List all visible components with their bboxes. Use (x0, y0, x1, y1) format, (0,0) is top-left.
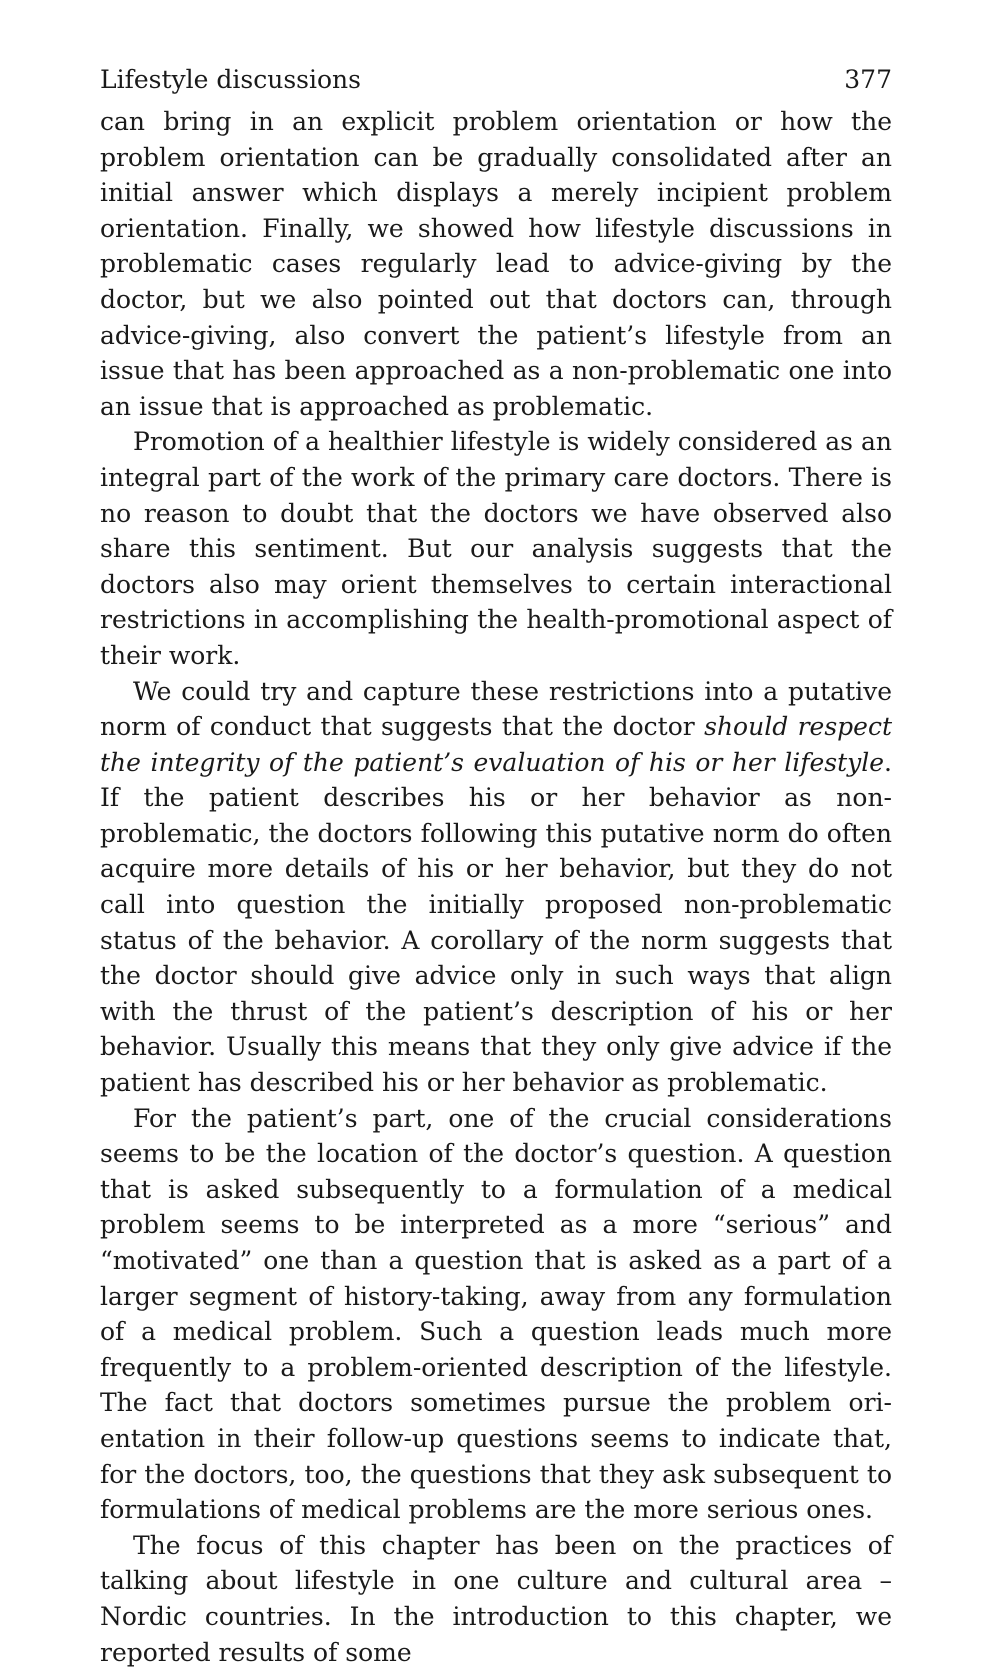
paragraph-3-lead: We could try and capture these restrictions into a putative norm of conduct that suggests that the doctor (100, 676, 892, 742)
paragraph-2: Promotion of a healthier lifestyle is widely considered as an integral part of the work of the primary care doctors. There is no reason to doubt that the doctors we have observed also share this sentiment. But our analysis suggests that the doctors also may orient themselves to certain interactional restrictions in accomplishing the health-promotional aspect of their work. (100, 427, 892, 670)
paragraph-4: For the patient’s part, one of the crucial considerations seems to be the location of the doctor’s question. A question that is asked subsequently to a formulation of a medical problem seems to be interpreted as a more “serious” and “motivated” one than a question that is asked as a part of a larger segment of history-taking, away from any formulation of a medical problem. Such a question leads much more frequently to a problem-oriented description of the lifestyle. The fact that doctors sometimes pursue the problem orientation in their follow-up questions seems to indicate that, for the doctors, too, the questions that they ask subsequent to formulations of medical problems are the more serious ones. (100, 1103, 892, 1525)
book-page (100, 62, 892, 1670)
paragraph-1: can bring in an explicit problem orientation or how the problem orientation can be gradually consolidated after an initial answer which displays a merely incipient problem orientation. Finally, we showed how lifestyle discussions in problematic cases regularly lead to advice-giving by the doctor, but we also pointed out that doctors can, through advice-giving, also convert the patient’s lifestyle from an issue that has been approached as a non-problematic one into an issue that is approached as problematic. (100, 107, 892, 421)
paragraph-5: The focus of this chapter has been on the practices of talking about lifestyle in one culture and cultural area – Nordic countries. In the introduction to this chapter, we reported results of some (100, 1530, 892, 1667)
page-number: 377 (844, 65, 892, 94)
italic-emphasis: should respect the integrity of the patient’s evaluation of his or her lifestyle (100, 712, 892, 777)
running-head (100, 62, 892, 98)
paragraph-3-rest: . If the patient describes his or her behavior as non-problematic, the doctors following this putative norm do often acquire more details of his or her behavior, but they do not call into question the initially proposed non-problematic status of the behavior. A corollary of the norm suggests that the doctor should give advice only in such ways that align with the thrust of the patient’s description of his or her behavior. Usually this means that they only give advice if the patient has described his or her behavior as problematic. (100, 747, 892, 1098)
running-title: Lifestyle discussions (100, 65, 361, 94)
body-text (100, 104, 892, 1670)
paragraph-3 (100, 674, 892, 1101)
